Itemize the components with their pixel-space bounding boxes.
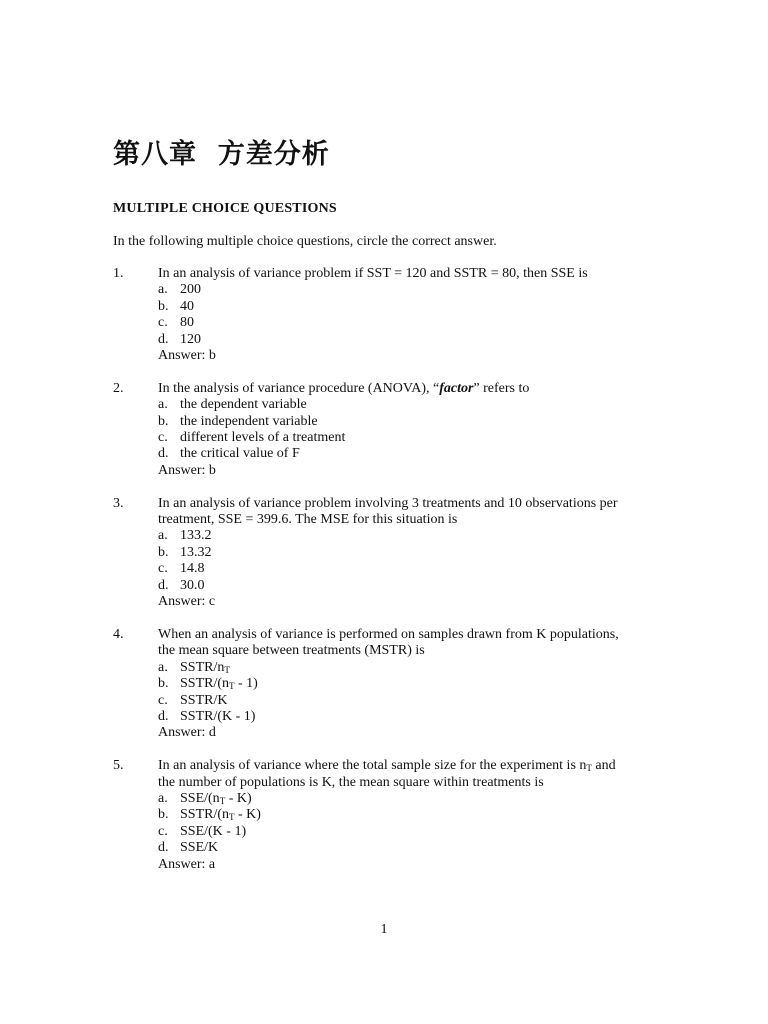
option-c bbox=[158, 693, 673, 709]
option-d bbox=[158, 840, 673, 856]
subscript-t: T bbox=[224, 664, 230, 675]
option-text: SSTR/(n bbox=[180, 807, 230, 823]
option-letter: b. bbox=[158, 413, 169, 429]
option-letter: a. bbox=[158, 659, 168, 675]
question-number: 5. bbox=[113, 758, 124, 774]
option-letter: d. bbox=[158, 708, 169, 724]
question-stem-line-2: the mean square between treatments (MSTR) is bbox=[158, 643, 425, 659]
option-b bbox=[158, 414, 673, 430]
question-stem-line-1 bbox=[158, 758, 673, 774]
question-number: 2. bbox=[113, 380, 124, 396]
option-d bbox=[158, 446, 673, 462]
option-d bbox=[158, 578, 673, 594]
option-text: the independent variable bbox=[180, 413, 318, 429]
question-4 bbox=[113, 627, 673, 742]
answer-line: Answer: a bbox=[158, 856, 216, 872]
question-number: 4. bbox=[113, 626, 124, 642]
question-stem: In an analysis of variance problem if SST = 120 and SSTR = 80, then SSE is bbox=[158, 266, 588, 281]
option-letter: a. bbox=[158, 282, 168, 298]
option-d bbox=[158, 709, 673, 725]
section-heading: MULTIPLE CHOICE QUESTIONS bbox=[113, 201, 337, 216]
option-text-after: - K) bbox=[225, 790, 252, 806]
stem-emphasis-factor: factor bbox=[439, 380, 474, 396]
question-2 bbox=[113, 381, 673, 479]
question-stem-line-2: treatment, SSE = 399.6. The MSE for this situation is bbox=[158, 512, 458, 528]
option-b bbox=[158, 807, 673, 823]
stem-text-after: ” refers to bbox=[473, 380, 530, 396]
question-body bbox=[158, 266, 673, 364]
question-body bbox=[158, 496, 673, 611]
question-5 bbox=[113, 758, 673, 873]
stem-text-after: and bbox=[591, 758, 616, 774]
option-a bbox=[158, 660, 673, 676]
question-1 bbox=[113, 266, 673, 364]
option-text: SSTR/(n bbox=[180, 676, 230, 692]
option-letter: d. bbox=[158, 331, 169, 347]
option-letter: c. bbox=[158, 430, 168, 446]
stem-text-before: In the analysis of variance procedure (ANOVA), “ bbox=[158, 380, 440, 396]
option-c bbox=[158, 561, 673, 577]
option-text: 14.8 bbox=[180, 561, 205, 577]
answer-line: Answer: d bbox=[158, 725, 216, 741]
option-letter: d. bbox=[158, 446, 169, 462]
option-text: different levels of a treatment bbox=[180, 430, 346, 446]
option-text: 80 bbox=[180, 315, 194, 331]
option-text: 200 bbox=[180, 282, 201, 298]
chapter-title: 第八章 方差分析 bbox=[113, 139, 330, 170]
stem-text-before: In an analysis of variance where the total sample size for the experiment is n bbox=[158, 758, 587, 774]
option-a bbox=[158, 528, 673, 544]
option-b bbox=[158, 299, 673, 315]
option-text: SSE/(K - 1) bbox=[180, 823, 247, 839]
option-text: 133.2 bbox=[180, 528, 212, 544]
option-b bbox=[158, 676, 673, 692]
option-a bbox=[158, 282, 673, 298]
page-number: 1 bbox=[380, 922, 388, 937]
answer-line: Answer: b bbox=[158, 462, 216, 478]
question-body bbox=[158, 381, 673, 479]
question-body bbox=[158, 627, 673, 742]
question-stem-line-2: the number of populations is K, the mean square within treatments is bbox=[158, 774, 544, 790]
question-body bbox=[158, 758, 673, 873]
option-letter: c. bbox=[158, 315, 168, 331]
question-stem-line-1: When an analysis of variance is performed on samples drawn from K populations, bbox=[158, 626, 619, 642]
answer-line: Answer: b bbox=[158, 348, 216, 364]
option-letter: a. bbox=[158, 528, 168, 544]
option-a bbox=[158, 791, 673, 807]
option-letter: a. bbox=[158, 397, 168, 413]
instructions-text: In the following multiple choice questions, circle the correct answer. bbox=[113, 234, 497, 249]
question-3 bbox=[113, 496, 673, 611]
option-text: SSE/K bbox=[180, 840, 219, 856]
question-number: 1. bbox=[113, 266, 124, 281]
option-text: SSTR/n bbox=[180, 659, 225, 675]
option-b bbox=[158, 545, 673, 561]
question-stem bbox=[158, 381, 673, 397]
option-text: the dependent variable bbox=[180, 397, 307, 413]
subscript-t: T bbox=[229, 812, 235, 823]
option-text: SSTR/(K - 1) bbox=[180, 708, 256, 724]
option-letter: c. bbox=[158, 561, 168, 577]
option-text: 13.32 bbox=[180, 544, 212, 560]
option-letter: b. bbox=[158, 676, 169, 692]
option-letter: d. bbox=[158, 577, 169, 593]
option-text: SSTR/K bbox=[180, 692, 228, 708]
option-a bbox=[158, 397, 673, 413]
question-number: 3. bbox=[113, 495, 124, 511]
option-letter: c. bbox=[158, 823, 168, 839]
option-text: 30.0 bbox=[180, 577, 205, 593]
option-c bbox=[158, 315, 673, 331]
option-text: 120 bbox=[180, 331, 201, 347]
question-list bbox=[113, 266, 673, 889]
option-text: SSE/(n bbox=[180, 790, 220, 806]
option-letter: b. bbox=[158, 544, 169, 560]
option-text: 40 bbox=[180, 298, 194, 314]
option-letter: b. bbox=[158, 298, 169, 314]
option-c bbox=[158, 824, 673, 840]
subscript-t: T bbox=[219, 795, 226, 806]
subscript-t: T bbox=[586, 763, 592, 774]
option-text-after: - 1) bbox=[234, 676, 258, 692]
answer-line: Answer: c bbox=[158, 594, 216, 610]
option-d bbox=[158, 332, 673, 348]
option-letter: b. bbox=[158, 807, 169, 823]
subscript-t: T bbox=[229, 681, 235, 692]
option-text: the critical value of F bbox=[180, 446, 300, 462]
option-c bbox=[158, 430, 673, 446]
option-text-after: - K) bbox=[234, 807, 261, 823]
option-letter: a. bbox=[158, 790, 168, 806]
option-letter: c. bbox=[158, 692, 168, 708]
option-letter: d. bbox=[158, 840, 169, 856]
question-stem-line-1: In an analysis of variance problem involving 3 treatments and 10 observations per bbox=[158, 495, 618, 511]
